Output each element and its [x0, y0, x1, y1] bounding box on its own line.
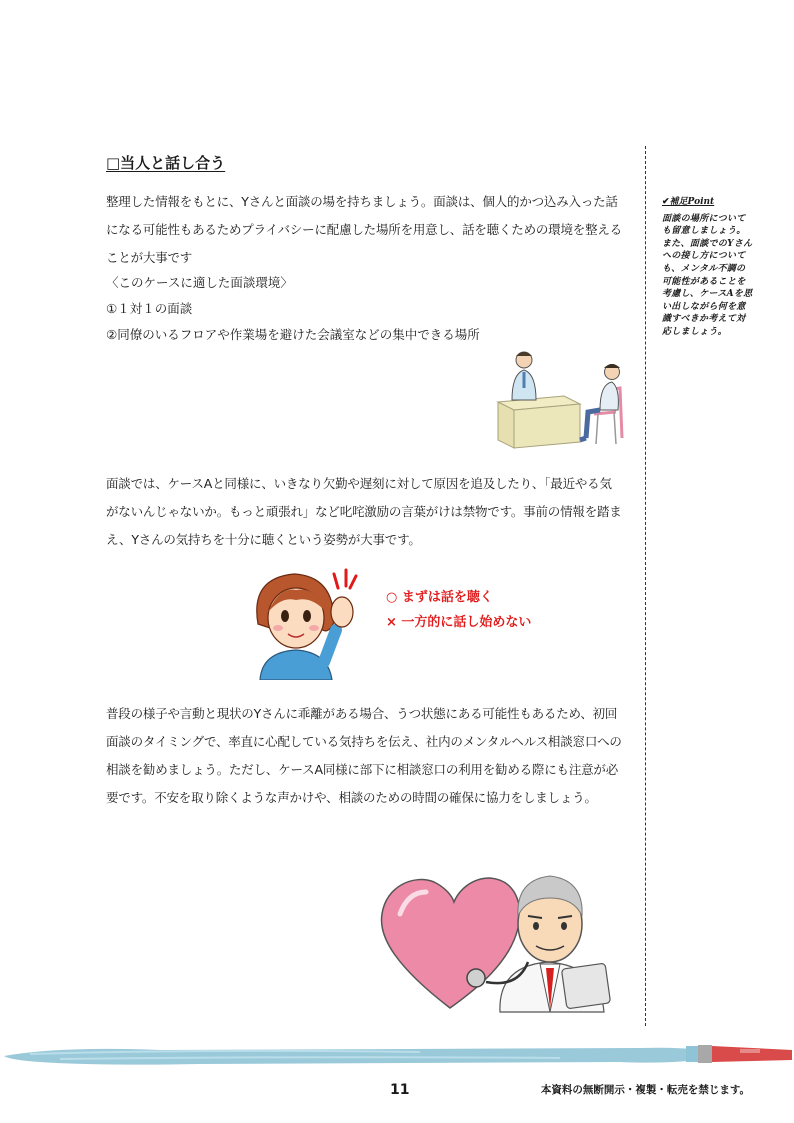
page-number: 11	[390, 1082, 410, 1098]
meeting-illustration	[494, 348, 628, 450]
interview-environment-list	[106, 270, 480, 348]
sidebar-divider	[645, 146, 646, 1026]
copyright-notice: 本資料の無断開示・複製・転売を禁じます。	[540, 1084, 750, 1096]
paintbrush-illustration	[0, 1036, 794, 1070]
callout-do: ○ まずは話を聴く	[386, 590, 493, 605]
environment-item-2: ②同僚のいるフロアや作業場を避けた会議室などの集中できる場所	[106, 327, 480, 342]
intro-paragraph: 整理した情報をもとに、Yさんと面談の場を持ちましょう。面談は、個人的かつ込み入った話になる可能性もあるためプライバシーに配慮した場所を用意し、話を聴くための環境を整えることが大事です	[106, 194, 622, 265]
doctor-heart-illustration	[378, 858, 618, 1018]
callout-box	[386, 585, 531, 635]
interview-caution-paragraph: 面談では、ケースAと同様に、いきなり欠勤や遅刻に対して原因を追及したり、「最近やる気がないんじゃないか。もっと頑張れ」など叱咤激励の言葉がけは禁物です。事前の情報を踏まえ、Yさんの気持ちを十分に聴くという姿勢が大事です。	[106, 476, 622, 547]
check-icon: ✔	[662, 197, 670, 207]
environment-item-1: ①１対１の面談	[106, 301, 193, 316]
woman-waving-illustration	[250, 566, 366, 680]
callout-dont: × 一方的に話し始めない	[386, 615, 532, 630]
sidebar-note	[662, 196, 754, 339]
sidebar-body: 面談の場所についても留意しましょう。また、面談でのYさんへの接し方についても、メンタル不調の可能性があることを考慮し、ケースAを思い出しながら何を意識すべきか考えて対応しましょう。	[662, 213, 753, 337]
sidebar-title	[662, 196, 754, 209]
section-heading: □当人と話し合う	[106, 154, 226, 172]
environment-title: 〈このケースに適した面談環境〉	[106, 275, 293, 290]
sidebar-title-text: 補足Point	[669, 197, 715, 207]
consultation-paragraph: 普段の様子や言動と現状のYさんに乖離がある場合、うつ状態にある可能性もあるため、初回面談のタイミングで、率直に心配している気持ちを伝え、社内のメンタルヘルス相談窓口への相談を勧めましょう。ただし、ケースA同様に部下に相談窓口の利用を勧める際にも注意が必要です。不安を取り除くような声かけや、相談のための時間の確保に協力をしましょう。	[106, 706, 622, 805]
